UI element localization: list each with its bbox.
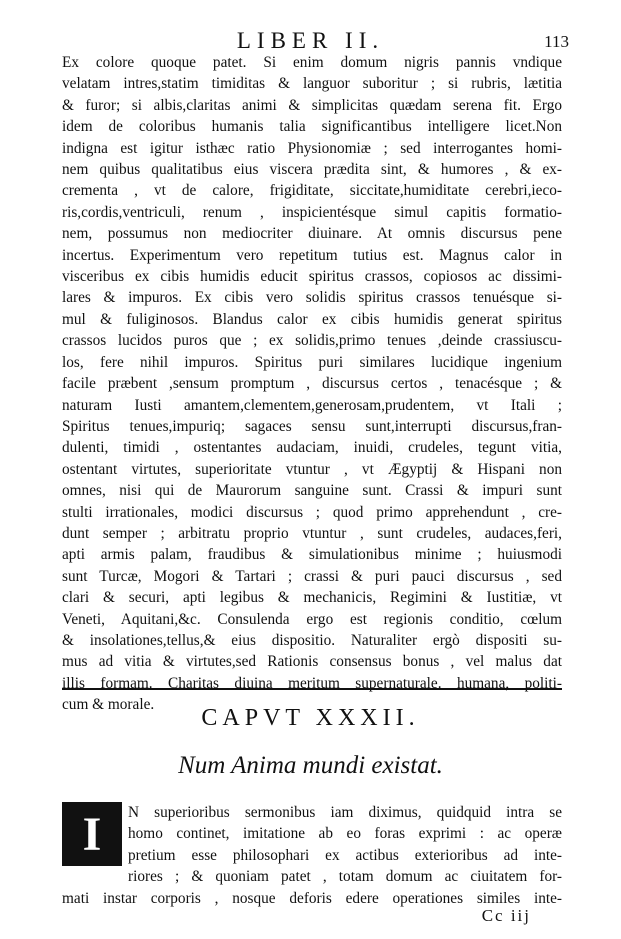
chapter-title: Num Anima mundi existat. [178, 752, 443, 779]
signature-mark: Cc iij [481, 906, 531, 925]
text-line: Spiritus tenues,impuriq; sagaces sensu sunt,interrupti discursus,fran- [62, 417, 562, 435]
text-line: mus ad vitia & virtutes,sed Rationis consensus bonus , vel malus dat [62, 653, 562, 671]
text-line: visceribus ex cibis humidis educit spiritus crassos, copiosos ac dissimi- [62, 268, 562, 286]
text-line: & insolationes,tellus,& eius dispositio. Naturaliter ergò dispositi su- [62, 631, 562, 649]
text-line: nem quibus qualitatibus eius viscera prædita sint, & humores , & ex- [62, 161, 562, 179]
text-line: cum & morale. [62, 696, 155, 714]
text-line: omnes, nisi qui de Maurorum sanguine sunt. Crassi & impuri sunt [62, 482, 562, 500]
section-divider [62, 688, 562, 690]
text-line: velatam intres,statim timiditas & languor suboritur ; si rubris, lætitia [62, 75, 562, 93]
text-line: facile præbent ,sensum promptum , discursus certos , tenacésque ; & [62, 375, 562, 393]
text-line: sunt Turcæ, Mogori & Tartari ; crassi & puri pauci discursus , sed [62, 567, 562, 585]
text-line: Ex colore quoque patet. Si enim domum nigris pannis vndique [62, 54, 562, 71]
text-line: incertus. Experimentum vero repetitum tutius est. Magnus calor in [62, 246, 562, 264]
text-line: pretium esse philosophari ex actibus exterioribus ad inte- [128, 846, 562, 864]
text-line: mul & fuliginosos. Blandus calor ex cibis humidis generat spiritus [62, 310, 562, 328]
text-line: dunt semper ; arbitratu proprio vtuntur , sunt crudeles, audaces,feri, [62, 524, 562, 542]
text-line: dulenti, timidi , ostentantes audaciam, inuidi, crudeles, tegunt vitia, [62, 439, 562, 457]
text-line: ris,cordis,ventriculi, renum , inspicientésque simul capitis formatio- [62, 203, 562, 221]
text-line: ostentant virtutes, superioritate vtuntur , vt Ægyptij & Hispani non [62, 460, 562, 478]
text-line: indigna est igitur isthæc ratio Physionomiæ ; sed interrogantes homi- [62, 139, 562, 157]
text-line: crassos lucidos puros que ; ex solidis,primo tenues ,deinde crassiuscu- [62, 332, 562, 350]
text-line: naturam Iusti amantem,clementem,generosam,prudentem, vt Itali ; [62, 396, 562, 414]
text-line: clari & securi, apti legibus & mechanicis, Regimini & Iustitiæ, vt [62, 589, 562, 607]
text-line: nem, possumus non mediocriter diuinare. At omnis discursus pene [62, 225, 562, 243]
text-line: lares & impuros. Ex cibis vero solidis spiritus crassos tenuésque si- [62, 289, 562, 307]
running-head: LIBER II. [236, 28, 385, 53]
text-line: mati instar corporis , nosque deforis edere operationes similes inte- [62, 889, 562, 907]
drop-cap-initial: I [62, 802, 122, 866]
text-line: N superioribus sermonibus iam diximus, quidquid intra se [128, 804, 562, 821]
text-line: illis formam. Charitas diuina meritum supernaturale. humana, politi- [62, 674, 562, 692]
text-line: apti armis palam, fraudibus & simulationibus minime ; huiusmodi [62, 546, 562, 564]
text-line: riores ; & quoniam patet , totam domum ac ciuitatem for- [128, 868, 562, 886]
body-text [62, 52, 562, 716]
text-line: los, fere nihil impuros. Spiritus puri similares lucidique ingenium [62, 353, 562, 371]
text-line: homo continet, imitatione ab eo foras exprimi : ac operæ [128, 825, 562, 843]
page-number: 113 [544, 32, 569, 51]
text-line: idem de coloribus humanis talia significantibus intelligere licet.Non [62, 118, 562, 136]
text-line: crementa , vt de calore, frigiditate, siccitate,humiditate cerebri,ieco- [62, 182, 562, 200]
text-line: & furor; si albis,claritas animi & simplicitas quædam serena fit. Ergo [62, 96, 562, 114]
text-line: Veneti, Aquitani,&c. Consulenda ergo est regionis conditio, cœlum [62, 610, 562, 628]
text-line: stulti irrationales, modici discursus ; quod primo apprehendunt , cre- [62, 503, 562, 521]
chapter-heading: CAPVT XXXII. [201, 705, 420, 731]
chapter-text [62, 802, 562, 909]
